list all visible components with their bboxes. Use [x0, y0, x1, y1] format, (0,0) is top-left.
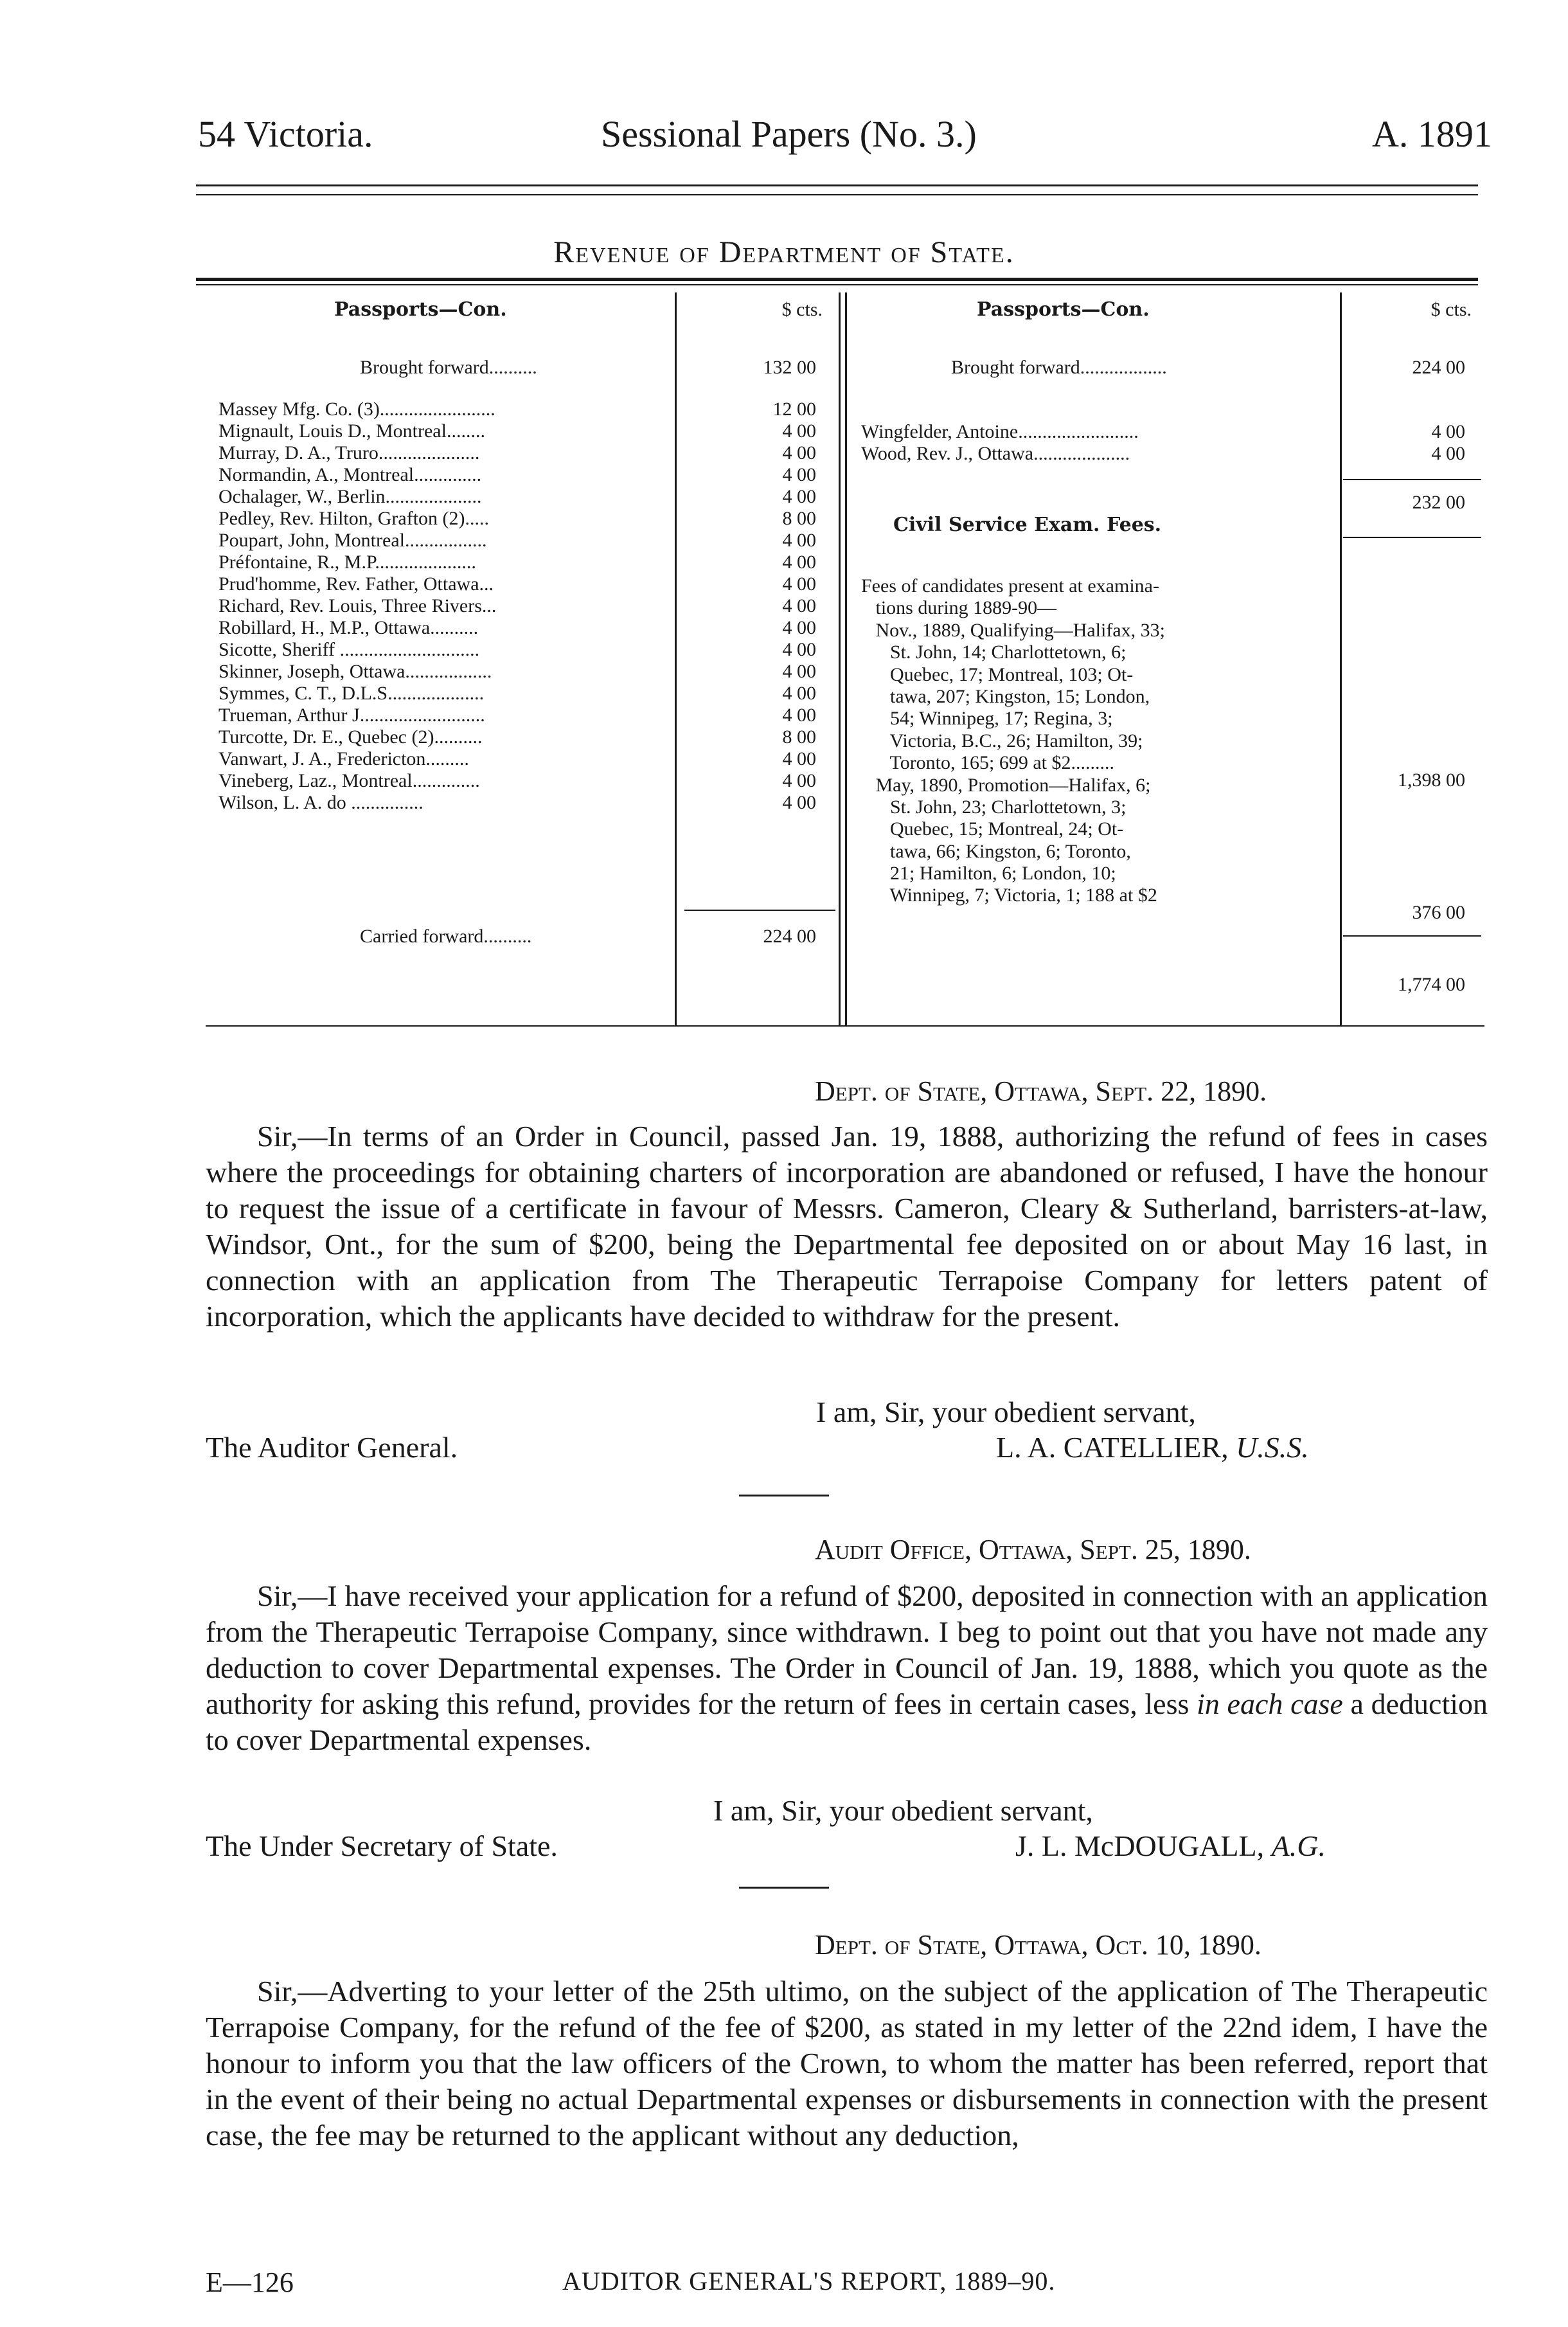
header-year: A. 1891 [1372, 113, 1492, 155]
right-subtotal-rule-2 [1343, 537, 1481, 538]
left-sum-rule [684, 910, 835, 911]
left-entry-amount: 4 00 [782, 486, 816, 507]
footer-report-title: AUDITOR GENERAL'S REPORT, 1889–90. [562, 2267, 1056, 2296]
letter2-body [206, 1578, 1488, 1758]
letter1-addressee: The Auditor General. [206, 1431, 458, 1464]
right-total-rule [1343, 935, 1481, 937]
right-heading: Passports—Con. [977, 298, 1150, 321]
left-entry-amount: 4 00 [782, 792, 816, 813]
left-heading: Passports—Con. [334, 298, 507, 321]
fees-line: Quebec, 17; Montreal, 103; Ot- [861, 663, 1134, 685]
left-entry-amount: 8 00 [782, 508, 816, 529]
letter2-closing: I am, Sir, your obedient servant, [713, 1794, 1093, 1827]
fees-line: St. John, 14; Charlottetown, 6; [861, 642, 1127, 663]
left-entry-name: Wilson, L. A. do ............... [218, 792, 423, 813]
left-entry-amount: 4 00 [782, 748, 816, 769]
right-brought-forward-value: 224 00 [1412, 357, 1465, 378]
letter1-dateline: Dept. of State, Ottawa, Sept. 22, 1890. [815, 1075, 1267, 1107]
fees-line: 21; Hamilton, 6; London, 10; [861, 863, 1116, 885]
running-header [0, 112, 1568, 157]
left-entries [218, 399, 496, 814]
fees-line: Fees of candidates present at examina- [861, 575, 1159, 597]
letter2-signature-name: J. L. McDOUGALL, [1015, 1829, 1265, 1862]
right-brought-forward-label: Brought forward.................. [951, 357, 1167, 378]
left-entry-name: Mignault, Louis D., Montreal........ [218, 420, 485, 442]
left-entry-amount: 4 00 [782, 639, 816, 660]
left-amount-heading: $ cts. [781, 299, 823, 320]
left-entry-name: Vanwart, J. A., Fredericton......... [218, 748, 469, 769]
left-entry-name: Turcotte, Dr. E., Quebec (2).......... [218, 726, 483, 748]
letter2-body-part1: Sir,—I have received your application for a refund of $200, deposited in connection with an application from the Therapeutic Terrapoise Company, since withdrawn. I beg to point out that you have not made any deduction to cover Departmental expenses. The Order in Council of Jan. 19, 1888, which you quote as the authority for asking this refund, provides for the return of fees in certain cases, less [206, 1579, 1488, 1720]
right-entry-name: Wingfelder, Antoine......................... [861, 421, 1139, 442]
civil-service-heading: Civil Service Exam. Fees. [893, 514, 1162, 536]
letter2-dateline: Audit Office, Ottawa, Sept. 25, 1890. [815, 1534, 1251, 1565]
left-entry-name: Vineberg, Laz., Montreal.............. [218, 770, 480, 791]
grand-total: 1,774 00 [1398, 974, 1465, 995]
letter2-addressee: The Under Secretary of State. [206, 1829, 558, 1862]
left-entry-amount: 4 00 [782, 552, 816, 573]
fees-line: Winnipeg, 7; Victoria, 1; 188 at $2 [861, 885, 1157, 906]
left-entry-amount: 8 00 [782, 726, 816, 748]
header-title: Sessional Papers (No. 3.) [601, 113, 977, 155]
left-entry-name: Murray, D. A., Truro..................... [218, 442, 480, 463]
fee-amount-promotion: 376 00 [1412, 902, 1465, 923]
left-entry-name: Robillard, H., M.P., Ottawa.......... [218, 617, 479, 638]
right-entry-amount: 4 00 [1431, 443, 1465, 464]
left-entry-amount: 4 00 [782, 573, 816, 595]
letter2-signature-title: A.G. [1271, 1829, 1326, 1862]
left-brought-forward-label: Brought forward.......... [360, 357, 537, 378]
header-rule-top [196, 184, 1478, 186]
left-entry-amount: 4 00 [782, 442, 816, 463]
table-caption: Revenue of Department of State. [553, 235, 1015, 269]
letter-divider-2 [739, 1887, 829, 1889]
left-entry-name: Pedley, Rev. Hilton, Grafton (2)..... [218, 508, 490, 529]
fees-line: May, 1890, Promotion—Halifax, 6; [861, 774, 1151, 796]
fees-line: 54; Winnipeg, 17; Regina, 3; [861, 708, 1113, 730]
revenue-table [206, 292, 1484, 1035]
left-entry-amount: 4 00 [782, 705, 816, 726]
right-entry-amount: 4 00 [1431, 421, 1465, 442]
fees-text [861, 575, 1362, 907]
letter1-signature-title: U.S.S. [1236, 1431, 1309, 1464]
right-subtotal: 232 00 [1412, 492, 1465, 513]
col-rule-1 [675, 292, 677, 1025]
left-entry-name: Poupart, John, Montreal................. [218, 530, 487, 551]
caption-rule-thick [196, 278, 1478, 281]
fees-line: Toronto, 165; 699 at $2......... [861, 752, 1114, 774]
page-footer [206, 2266, 1491, 2305]
left-entry-name: Prud'homme, Rev. Father, Ottawa... [218, 573, 494, 595]
table-bottom-rule [206, 1025, 1484, 1027]
left-entry-name: Skinner, Joseph, Ottawa.................. [218, 661, 492, 682]
left-entry-amount: 4 00 [782, 617, 816, 638]
letter-divider-1 [739, 1495, 829, 1496]
left-brought-forward-value: 132 00 [763, 357, 816, 378]
letter1-body: Sir,—In terms of an Order in Council, passed Jan. 19, 1888, authorizing the refund of fees in cases where the proceedings for obtaining charters of incorporation are abandoned or refused, I have the honour to request the issue of a certificate in favour of Messrs. Cameron, Cleary & Sutherland, barristers-at-law, Windsor, Ont., for the sum of $200, being the Departmental fee deposited on or about May 16 last, in connection with an application from The Therapeutic Terrapoise Company for letters patent of incorporation, which the applicants have decided to withdraw for the present. [206, 1120, 1488, 1333]
letter3-dateline: Dept. of State, Ottawa, Oct. 10, 1890. [815, 1929, 1261, 1961]
fee-amount-qualifying: 1,398 00 [1398, 769, 1465, 791]
left-entry-name: Ochalager, W., Berlin.................... [218, 486, 482, 507]
right-amount-heading: $ cts. [1430, 299, 1472, 320]
left-entry-name: Massey Mfg. Co. (3)........................ [218, 399, 495, 420]
fees-line: tions during 1889-90— [861, 597, 1057, 619]
left-entry-name: Richard, Rev. Louis, Three Rivers... [218, 595, 497, 616]
right-subtotal-rule [1343, 479, 1481, 480]
letter2-signature [1015, 1829, 1326, 1863]
right-entry-name: Wood, Rev. J., Ottawa.................... [861, 443, 1130, 464]
col-rule-2 [839, 292, 841, 1025]
left-entry-amount: 4 00 [782, 530, 816, 551]
caption-rule-thin [196, 284, 1478, 285]
letter1-signature-name: L. A. CATELLIER, [996, 1431, 1229, 1464]
left-carried-forward-value: 224 00 [763, 926, 816, 947]
letter3-body: Sir,—Adverting to your letter of the 25th ultimo, on the subject of the application of The Therapeutic Terrapoise Company, for the refund of the fee of $200, as stated in my letter of the 22nd idem, I have the honour to inform you that the law officers of the Crown, to whom the matter has been referred, report that in the event of their being no actual Departmental expenses or disbursements in connection with the present case, the fee may be returned to the applicant without any deduction, [206, 1975, 1488, 2152]
left-entry-amount: 4 00 [782, 683, 816, 704]
letter2-body-italic: in each case [1197, 1687, 1343, 1720]
fees-line: Victoria, B.C., 26; Hamilton, 39; [861, 730, 1143, 751]
left-carried-forward-label: Carried forward.......... [360, 926, 532, 947]
left-entry-amount: 4 00 [782, 595, 816, 616]
left-entry-name: Trueman, Arthur J.......................... [218, 705, 485, 726]
letter1-signature [996, 1430, 1309, 1464]
left-entry-name: Sicotte, Sheriff ............................. [218, 639, 480, 660]
letter2-body-part2: a deduction to cover Departmental expenses. [206, 1687, 1488, 1756]
fees-line: St. John, 23; Charlottetown, 3; [861, 796, 1127, 818]
left-entry-amount: 4 00 [782, 464, 816, 485]
fees-line: Nov., 1889, Qualifying—Halifax, 33; [861, 619, 1165, 641]
fees-line: tawa, 66; Kingston, 6; Toronto, [861, 840, 1131, 862]
col-rule-3 [845, 292, 847, 1025]
left-entry-amount: 4 00 [782, 661, 816, 682]
letter1-closing: I am, Sir, your obedient servant, [816, 1396, 1196, 1428]
header-rule-bottom [196, 194, 1478, 195]
left-entry-amount: 4 00 [782, 420, 816, 442]
left-entry-name: Normandin, A., Montreal.............. [218, 464, 482, 485]
fees-line: tawa, 207; Kingston, 15; London, [861, 685, 1150, 707]
left-entry-amount: 4 00 [782, 770, 816, 791]
left-entry-name: Préfontaine, R., M.P..................... [218, 552, 476, 573]
header-volume: 54 Victoria. [198, 113, 373, 155]
footer-page-number: E—126 [206, 2267, 294, 2298]
left-entry-amount: 12 00 [772, 399, 816, 420]
fees-line: Quebec, 15; Montreal, 24; Ot- [861, 818, 1124, 840]
left-entry-name: Symmes, C. T., D.L.S.................... [218, 683, 485, 704]
left-amounts [733, 399, 816, 814]
